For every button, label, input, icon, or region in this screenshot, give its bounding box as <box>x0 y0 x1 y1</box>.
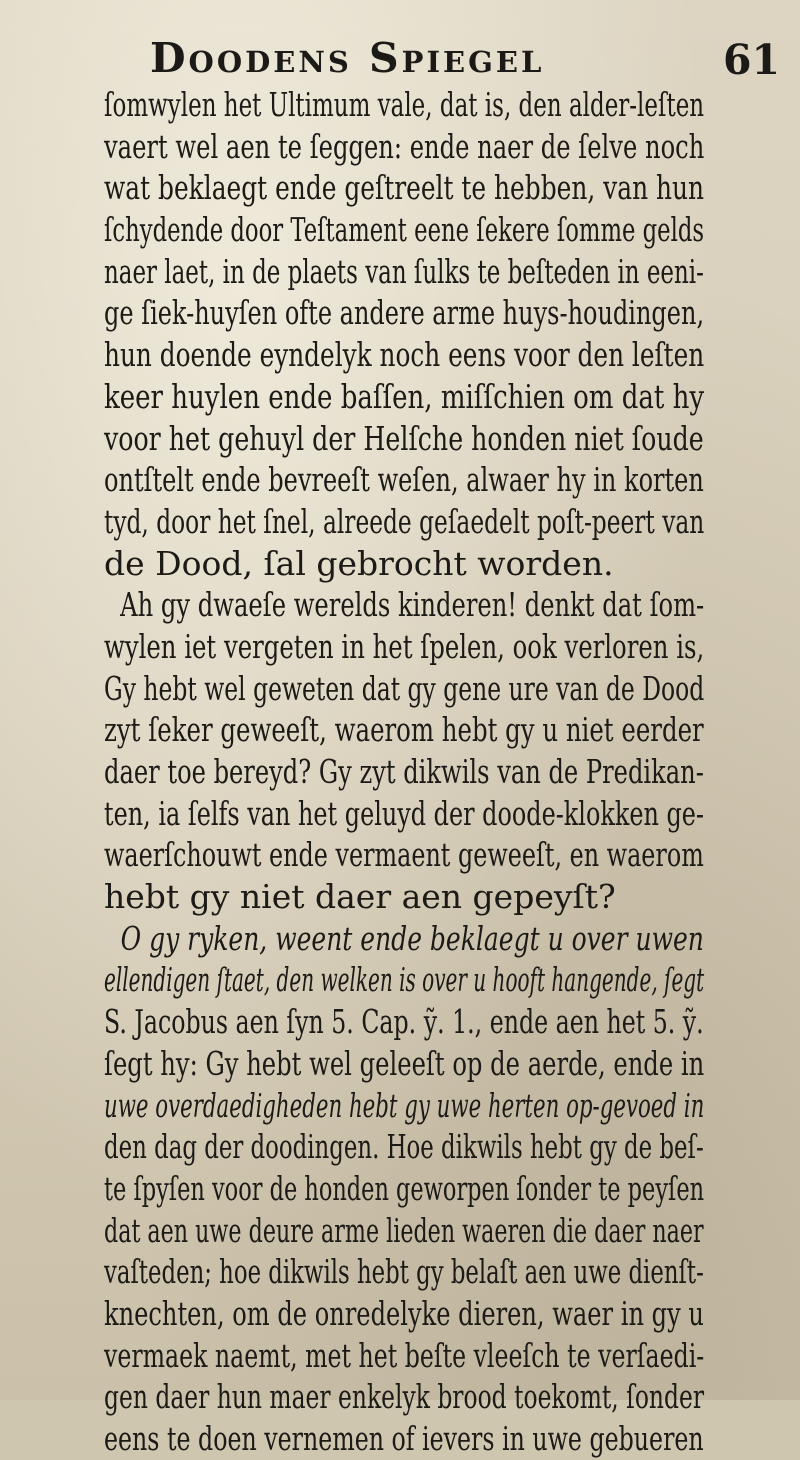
text-line: daer toe bereyd? Gy zyt dikwils van de Predikan- <box>104 752 704 791</box>
text-line: hebt gy niet daer aen gepeyſt? <box>104 877 616 917</box>
text-line: voor het gehuyl der Helſche honden niet ſoude <box>104 418 704 458</box>
text-line: vaſteden; hoe dikwils hebt gy belaſt aen uwe dienſt- <box>104 1252 704 1292</box>
text-line: dat aen uwe deure arme lieden waeren die daer naer <box>104 1210 704 1250</box>
text-line: uwe overdaedigheden hebt gy uwe herten op-gevoed in <box>104 1085 705 1125</box>
text-line: ge ſiek-huyſen ofte andere arme huys-houdingen, <box>104 293 705 333</box>
text-line: naer laet, in de plaets van ſulks te beſteden in eeni- <box>104 251 704 291</box>
text-line: knechten, om de onredelyke dieren, waer in gy u <box>104 1293 704 1333</box>
text-line: zyt ſeker geweeſt, waerom hebt gy u niet eerder <box>104 710 704 750</box>
text-line: ſomwylen het Ultimum vale, dat is, den alder-leſten <box>104 85 705 124</box>
text-line: Ah gy dwaeſe werelds kinderen! denkt dat ſom- <box>120 585 705 625</box>
text-line: de Dood, ſal gebrocht worden. <box>104 543 614 583</box>
text-line: gen daer hun maer enkelyk brood toekomt, ſonder <box>104 1377 705 1417</box>
text-line: keer huylen ende baſſen, miſſchien om dat hy <box>104 376 705 416</box>
text-line: tyd, door het ſnel, alreede geſaedelt poſt-peert van <box>104 501 705 541</box>
text-line: O gy ryken, weent ende beklaegt u over uwen <box>120 918 704 958</box>
page-number: 61 <box>722 36 780 84</box>
text-line: te ſpyſen voor de honden geworpen ſonder te peyſen <box>104 1168 705 1208</box>
text-line: ſegt hy: Gy hebt wel geleeſt op de aerde, ende in <box>104 1043 705 1083</box>
text-line: wylen iet vergeten in het ſpelen, ook verloren is, <box>104 626 705 666</box>
text-line: ontſtelt ende bevreeſt weſen, alwaer hy in korten <box>104 460 704 500</box>
running-title: Doodens Spiegel <box>150 34 545 82</box>
body-text <box>104 84 704 1460</box>
text-line: Gy hebt wel geweten dat gy gene ure van de Dood <box>104 668 705 708</box>
text-line: vermaek naemt, met het beſte vleeſch te verſaedi- <box>104 1335 705 1375</box>
text-line: ſchydende door Teſtament eene ſekere ſomme gelds <box>104 210 705 250</box>
text-line: eens te doen vernemen of ievers in uwe gebueren <box>104 1419 704 1458</box>
text-line: S. Jacobus aen ſyn 5. Cap. ỹ. 1., ende aen het 5. ỹ. <box>104 1002 704 1042</box>
text-line: waerſchouwt ende vermaent geweeſt, en waerom <box>104 835 704 875</box>
text-line: ten, ia ſelfs van het geluyd der doode-klokken ge- <box>104 793 705 833</box>
text-line: wat beklaegt ende geſtreelt te hebben, van hun <box>104 168 705 208</box>
text-line: vaert wel aen te ſeggen: ende naer de ſelve noch <box>104 126 705 166</box>
text-line: den dag der doodingen. Hoe dikwils hebt gy de beſ- <box>104 1127 704 1167</box>
text-line: ellendigen ſtaet, den welken is over u hooft hangende, ſegt <box>104 960 705 1000</box>
text-line: hun doende eyndelyk noch eens voor den leſten <box>104 335 705 375</box>
